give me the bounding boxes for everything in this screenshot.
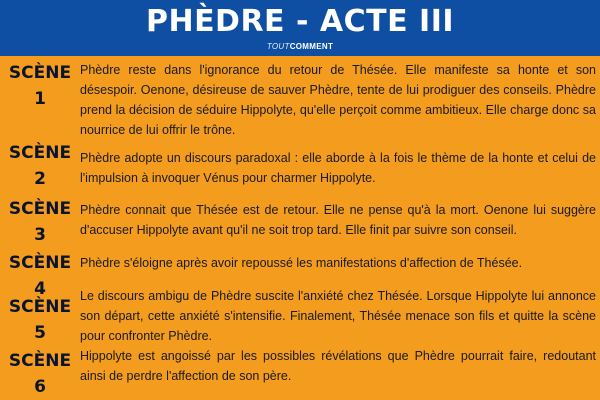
scene-summary: Phèdre adopte un discours paradoxal : elle aborde à la fois le thème de la honte et celui de l'impulsion à invoquer Vénus pour charmer Hippolyte. [80, 151, 596, 185]
brand-logo-bold: COMMENT [289, 42, 334, 51]
scene-label-word: SCÈNE [8, 351, 72, 371]
scene-label [0, 196, 80, 248]
brand-logo [0, 42, 600, 52]
scene-number: 3 [34, 225, 46, 245]
scene-label-word: SCÈNE [8, 297, 72, 317]
scene-label-word: SCÈNE [8, 253, 72, 273]
scene-summary: Hippolyte est angoissé par les possibles révélations que Phèdre pourrait faire, redoutant ainsi de perdre l'affection de son père. [80, 349, 596, 383]
scene-label-word: SCÈNE [8, 199, 72, 219]
scene-label [0, 140, 80, 192]
scene-label [0, 294, 80, 346]
scene-number: 4 [34, 279, 46, 299]
scene-label [0, 348, 80, 400]
scene-number: 1 [34, 89, 46, 109]
brand-logo-light: TOUT [266, 42, 290, 51]
scene-summary: Phèdre reste dans l'ignorance du retour de Thésée. Elle manifeste sa honte et son désespoir. Oenone, désireuse de sauver Phèdre, tente de lui prodiguer des conseils. Phèdre prend la décision de séduire Hippolyte, qu'elle perçoit comme ambitieux. Elle charge donc sa nourrice de lui offrir le trône. [80, 63, 596, 137]
scene-summary: Le discours ambigu de Phèdre suscite l'anxiété chez Thésée. Lorsque Hippolyte lui annonce son départ, cette anxiété s'intensifie. Finalement, Thésée menace son fils et quitte la scène pour confronter Phèdre. [80, 289, 596, 343]
scene-summary: Phèdre connait que Thésée est de retour. Elle ne pense qu'à la mort. Oenone lui suggère d'accuser Hippolyte avant qu'il ne soit trop tard. Elle finit par suivre son conseil. [80, 203, 596, 237]
scene-number: 5 [34, 323, 46, 343]
page-title: PHÈDRE - ACTE III [145, 4, 455, 39]
scene-label [0, 60, 80, 112]
header-banner [0, 0, 600, 56]
scene-number: 2 [34, 169, 46, 189]
scene-number: 6 [34, 377, 46, 397]
scene-label-word: SCÈNE [8, 63, 72, 83]
scene-label-word: SCÈNE [8, 143, 72, 163]
scene-summary: Phèdre s'éloigne après avoir repoussé les manifestations d'affection de Thésée. [80, 256, 523, 270]
